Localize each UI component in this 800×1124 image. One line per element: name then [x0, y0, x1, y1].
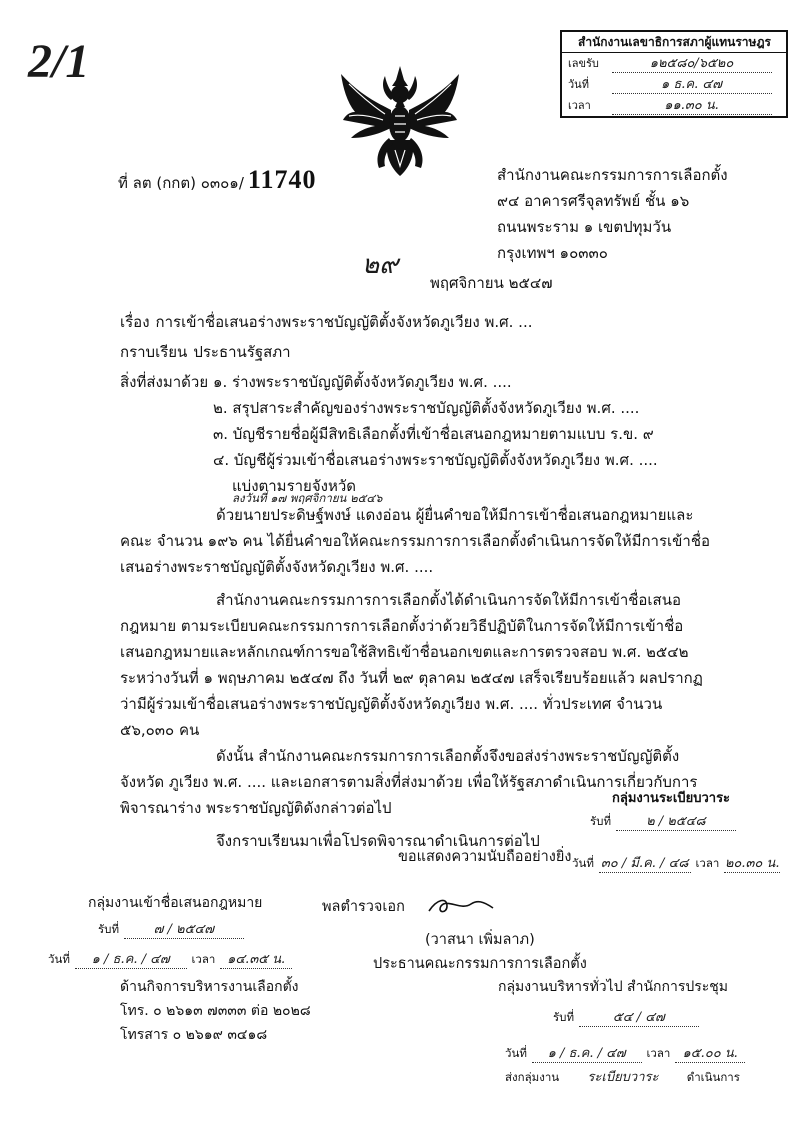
- subject-label: เรื่อง: [120, 313, 150, 331]
- admin-stamp-forward-label: ส่งกลุ่มงาน: [505, 1070, 560, 1084]
- signature-graphic: [425, 893, 497, 919]
- petition-stamp-date-label: วันที่: [48, 952, 70, 966]
- subject-line: [120, 309, 715, 335]
- admin-stamp-date: ๑ / ธ.ค. / ๔๗: [532, 1046, 642, 1063]
- garuda-emblem-graphic: [335, 66, 465, 178]
- page-marker: 2/1: [28, 35, 90, 88]
- signatory-name: (วาสนา เพิ่มลาภ): [425, 932, 535, 948]
- agenda-stamp-date-label: วันที่: [572, 856, 594, 870]
- receipt-stamp-date-row: [562, 74, 786, 95]
- closing-request: จึงกราบเรียนมาเพื่อโปรดพิจารณาดำเนินการต่อไป: [216, 832, 540, 850]
- reference-label: ที่ ลต (กกต) ๐๓๐๑/: [118, 174, 244, 192]
- petition-stamp-received-row: [98, 917, 244, 940]
- receipt-stamp-time-row: [562, 95, 786, 116]
- receipt-stamp-number: ๑๒๕๘๐/๖๕๒๐: [612, 56, 772, 73]
- sender-address-line: ถนนพระราม ๑ เขตปทุมวัน: [497, 218, 672, 236]
- enclosure-item: ๒. สรุปสาระสำคัญของร่างพระราชบัญญัติตั้งจังหวัดภูเวียง พ.ศ. ....: [213, 399, 640, 417]
- salutation-line: [120, 339, 715, 365]
- signatory-title: ประธานคณะกรรมการการเลือกตั้ง: [373, 956, 587, 972]
- receipt-stamp-number-row: [562, 53, 786, 74]
- petition-stamp-received-label: รับที่: [98, 922, 120, 936]
- receipt-stamp-office: สำนักงานเลขาธิการสภาผู้แทนราษฎร: [562, 32, 786, 53]
- petition-stamp-date-row: [48, 947, 328, 970]
- receipt-stamp-number-label: เลขรับ: [568, 57, 599, 70]
- enclosure-note: แบ่งตามรายจังหวัด: [232, 477, 356, 495]
- agenda-stamp-received: ๒ / ๒๕๔๘: [616, 814, 736, 831]
- enclosure-item: ๓. บัญชีรายชื่อผู้มีสิทธิเลือกตั้งที่เข้าชื่อเสนอกฎหมายตามแบบ ร.ข. ๙: [213, 425, 654, 443]
- agenda-stamp-time-label: เวลา: [695, 856, 720, 870]
- agenda-stamp-received-row: [590, 810, 736, 831]
- contact-department: ด้านกิจการบริหารงานเลือกตั้ง: [120, 979, 299, 995]
- garuda-emblem-icon: [335, 66, 465, 178]
- enclosure-handwritten-note: ลงวันที่ ๑๗ พฤศจิกายน ๒๕๔๖: [232, 491, 383, 505]
- agenda-stamp-title: กลุ่มงานระเบียบวาระ: [612, 791, 731, 806]
- admin-stamp-forward-to: ระเบียบวาระ: [564, 1070, 682, 1085]
- petition-stamp-time: ๑๔.๓๕ น.: [220, 952, 292, 969]
- admin-stamp-forward-suffix: ดำเนินการ: [686, 1070, 740, 1084]
- admin-stamp-time: ๑๕.๐๐ น.: [675, 1046, 745, 1063]
- agenda-stamp-time: ๒๐.๓๐ น.: [724, 856, 780, 871]
- signature-icon: [425, 893, 497, 919]
- admin-stamp-received: ๕๔ / ๔๗: [579, 1010, 699, 1027]
- petition-stamp-time-label: เวลา: [191, 952, 216, 966]
- admin-stamp: [498, 975, 788, 1085]
- sender-address-line: สำนักงานคณะกรรมการการเลือกตั้ง: [497, 166, 728, 184]
- contact-fax: โทรสาร ๐ ๒๖๑๙ ๓๔๑๘: [120, 1027, 268, 1043]
- enclosures: [120, 369, 715, 505]
- admin-stamp-received-label: รับที่: [553, 1010, 575, 1024]
- admin-stamp-title: กลุ่มงานบริหารทั่วไป สำนักการประชุม: [498, 979, 729, 995]
- receipt-stamp-date-label: วันที่: [568, 78, 589, 91]
- receipt-stamp: [560, 30, 788, 118]
- agenda-stamp-date-row: [572, 851, 788, 874]
- enclosure-item: ๔. บัญชีผู้ร่วมเข้าชื่อเสนอร่างพระราชบัญญัติตั้งจังหวัดภูเวียง พ.ศ. ....: [213, 451, 658, 469]
- petition-stamp-date: ๑ / ธ.ค. / ๔๗: [75, 952, 187, 969]
- enclosure-note-line: [213, 473, 715, 505]
- admin-stamp-received-row: [553, 1005, 699, 1028]
- receipt-stamp-time-label: เวลา: [568, 99, 591, 112]
- receipt-stamp-date: ๑ ธ.ค. ๔๗: [612, 77, 772, 94]
- salutation-label: กราบเรียน: [120, 343, 188, 361]
- sender-address: [497, 162, 787, 266]
- admin-stamp-forward-row: [505, 1067, 740, 1085]
- admin-stamp-date-label: วันที่: [505, 1046, 527, 1060]
- subject-text: การเข้าชื่อเสนอร่างพระราชบัญญัติตั้งจังหวัดภูเวียง พ.ศ. ...: [155, 313, 533, 331]
- admin-stamp-time-label: เวลา: [646, 1046, 671, 1060]
- contact-info: [120, 975, 450, 1047]
- sender-address-line: ๙๔ อาคารศรีจุลทรัพย์ ชั้น ๑๖: [497, 192, 690, 210]
- admin-stamp-date-row: [505, 1041, 745, 1064]
- agenda-stamp-date: ๓๐ / มี.ค. / ๔๘: [599, 856, 691, 873]
- contact-phone: โทร. ๐ ๒๖๑๓ ๗๓๓๓ ต่อ ๒๐๒๘: [120, 1003, 311, 1019]
- enclosures-list: [213, 369, 715, 505]
- petition-stamp-title: กลุ่มงานเข้าชื่อเสนอกฎหมาย: [88, 895, 263, 911]
- signatory-rank: พลตำรวจเอก: [322, 899, 405, 915]
- date-day: ๒๙: [362, 250, 399, 280]
- body-paragraph: ดังนั้น สำนักงานคณะกรรมการการเลือกตั้งจึงขอส่งร่างพระราชบัญญัติตั้งจังหวัด ภูเวียง พ.ศ. .... และเอกสารตามสิ่งที่ส่งมาด้วย เพื่อให้รัฐสภาดำเนินการเกี่ยวกับการพิจารณาร่าง พระราชบัญญัติดังกล่าวต่อไป: [120, 747, 698, 817]
- closing-regards: ขอแสดงความนับถืออย่างยิ่ง: [398, 849, 572, 865]
- sender-address-line: กรุงเทพฯ ๑๐๓๓๐: [497, 244, 608, 262]
- letter-body: [120, 309, 715, 854]
- date-month-year: พฤศจิกายน ๒๕๔๗: [430, 274, 553, 292]
- body-paragraph: ด้วยนายประดิษฐ์พงษ์ แดงอ่อน ผู้ยื่นคำขอให้มีการเข้าชื่อเสนอกฎหมายและคณะ จำนวน ๑๙๖ คน ได้ยื่นคำขอให้คณะกรรมการการเลือกตั้งดำเนินการจัดให้มีการเข้าชื่อเสนอร่างพระราชบัญญัติตั้งจังหวัดภูเวียง พ.ศ. ....: [120, 506, 711, 576]
- agenda-stamp-received-label: รับที่: [590, 814, 612, 828]
- petition-stamp-received: ๗ / ๒๕๔๗: [124, 922, 244, 939]
- salutation-text: ประธานรัฐสภา: [193, 343, 291, 361]
- reference-line: [118, 164, 316, 199]
- enclosure-item: ๑. ร่างพระราชบัญญัติตั้งจังหวัดภูเวียง พ.ศ. ....: [213, 373, 512, 391]
- enclosures-label: สิ่งที่ส่งมาด้วย: [120, 373, 209, 391]
- reference-number: 11740: [247, 165, 317, 194]
- body-paragraph: สำนักงานคณะกรรมการการเลือกตั้งได้ดำเนินการจัดให้มีการเข้าชื่อเสนอกฎหมาย ตามระเบียบคณะกรรมการการเลือกตั้งว่าด้วยวิธีปฏิบัติในการจัดให้มีการเข้าชื่อเสนอกฎหมายและหลักเกณฑ์การขอใช้สิทธิเข้าชื่อนอกเขตและการตรวจสอบ พ.ศ. ๒๕๔๒ ระหว่างวันที่ ๑ พฤษภาคม ๒๕๔๗ ถึง วันที่ ๒๙ ตุลาคม ๒๕๔๗ เสร็จเรียบร้อยแล้ว ผลปรากฏว่ามีผู้ร่วมเข้าชื่อเสนอร่างพระราชบัญญัติตั้งจังหวัดภูเวียง พ.ศ. .... ทั่วประเทศ จำนวน ๕๖,๐๓๐ คน: [120, 591, 703, 739]
- receipt-stamp-time: ๑๑.๓๐ น.: [612, 98, 772, 115]
